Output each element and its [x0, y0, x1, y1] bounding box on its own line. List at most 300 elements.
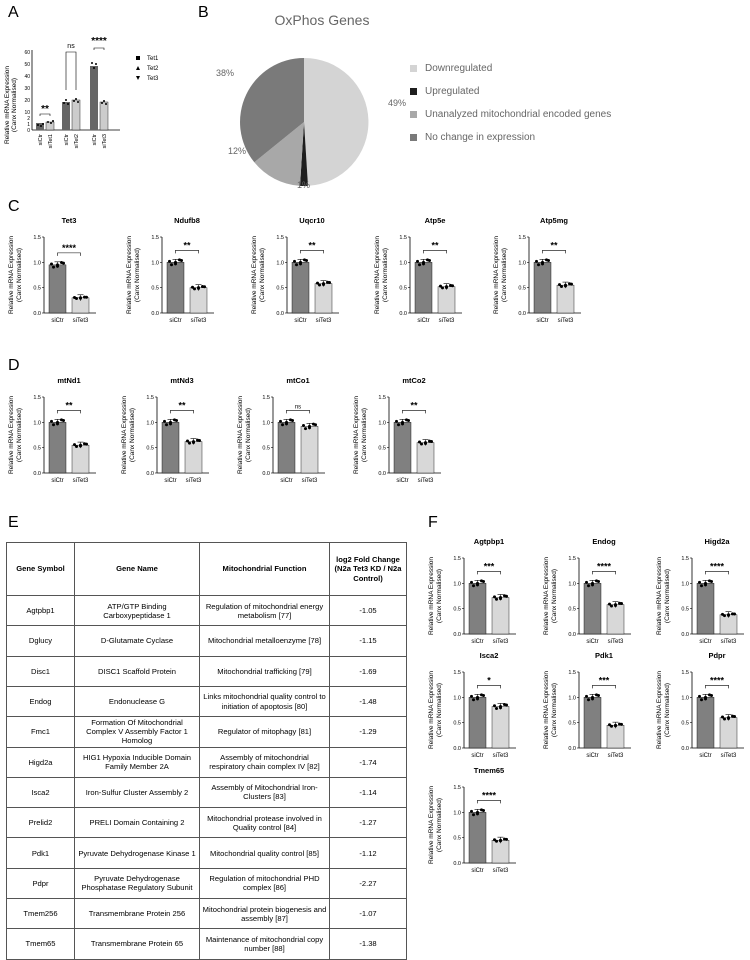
table-row [7, 808, 407, 838]
pie-legend-item: Unanalyzed mitochondrial encoded genes [410, 109, 611, 120]
table-cell: Assembly of Mitochondrial Iron-Clusters [83] [200, 777, 330, 807]
y-tick-label: 1.0 [568, 695, 576, 702]
y-tick-label: 0.5 [151, 285, 159, 292]
significance-label: **** [709, 675, 725, 686]
chart-title: Tet3 [61, 216, 77, 225]
y-tick-label: 1.5 [146, 395, 154, 401]
bar [49, 265, 66, 313]
y-tick-label: 0.0 [453, 746, 461, 752]
y-axis-label: (Canx Normalised) [664, 568, 671, 624]
y-axis-label: Relative mRNA Expression [543, 670, 550, 750]
table-cell: Regulator of mitophagy [81] [200, 717, 330, 747]
panel-a-xlabel: siTet1 [48, 134, 54, 149]
data-point [52, 266, 55, 269]
panel-a-bar [72, 100, 80, 130]
bar [190, 288, 207, 313]
y-tick-label: 1.0 [399, 260, 407, 267]
data-point [587, 698, 590, 701]
significance-bracket [176, 250, 199, 253]
x-tick-label: siCtr [51, 478, 64, 484]
y-tick-label: 0.5 [568, 720, 576, 727]
table-cell: Pdk1 [7, 838, 75, 868]
data-point [470, 581, 473, 584]
y-tick-label: 0.5 [378, 445, 386, 452]
y-tick-label: 1.0 [518, 260, 526, 267]
y-tick-label: 1.0 [453, 581, 461, 588]
significance-label: ** [183, 240, 191, 251]
x-tick-label: siCtr [699, 753, 712, 759]
significance-label: **** [709, 561, 725, 572]
table-cell: -1.15 [330, 626, 407, 656]
significance-label: *** [483, 561, 495, 572]
x-tick-label: siCtr [471, 868, 484, 874]
data-point [201, 285, 204, 288]
bar [607, 725, 624, 748]
data-point [698, 581, 701, 584]
data-point [312, 423, 315, 426]
panel-a-ylabel: Relative mRNA Expression [4, 65, 11, 145]
data-point [698, 695, 701, 698]
data-point [285, 421, 288, 424]
x-tick-label: siTet3 [607, 753, 624, 759]
pie-legend-item: No change in expression [410, 132, 535, 143]
y-tick-label: 0.5 [33, 285, 41, 292]
panel-a-ytick: 40 [24, 74, 30, 80]
data-point [731, 715, 734, 718]
data-point [192, 440, 195, 443]
table-cell: D-Glutamate Cyclase [75, 626, 200, 656]
x-tick-label: siCtr [586, 639, 599, 645]
table-cell: -1.12 [330, 838, 407, 868]
pie-label: 38% [216, 68, 235, 78]
significance-label: **** [481, 790, 497, 801]
panel-a-ytick: 20 [24, 98, 30, 104]
y-tick-label: 1.0 [262, 420, 270, 427]
table-cell: PRELI Domain Containing 2 [75, 808, 200, 838]
x-tick-label: siTet3 [185, 478, 202, 484]
significance-bracket [478, 800, 501, 803]
table-cell: Iron-Sulfur Cluster Assembly 2 [75, 777, 200, 807]
panel-a-xlabel: siCtr [38, 134, 44, 146]
data-point [503, 703, 506, 706]
data-point [169, 421, 172, 424]
x-tick-label: siTet3 [720, 753, 737, 759]
bar [584, 697, 601, 748]
panel-a-ytick: 0 [27, 128, 30, 134]
y-tick-label: 1.5 [33, 235, 41, 241]
panel-a-sig: ** [41, 104, 49, 115]
panel-a-xlabel: siCtr [64, 134, 70, 146]
y-axis-label: (Canx Normalised) [361, 407, 368, 463]
table-header: Gene Name [75, 543, 200, 596]
table-cell: Tmem256 [7, 899, 75, 929]
y-tick-label: 0.0 [681, 632, 689, 638]
y-axis-label: (Canx Normalised) [16, 247, 23, 303]
bar-chart-c-tet3 [0, 215, 110, 345]
panel-label-c: C [8, 198, 20, 215]
bar-chart-c-atp5e [366, 215, 476, 345]
chart-title: mtNd3 [170, 376, 194, 385]
gene-table [6, 542, 407, 960]
bar [185, 442, 202, 473]
pie-slice-downregulated [304, 58, 368, 186]
bar-chart-f-endog [535, 536, 645, 666]
bar [607, 605, 624, 634]
table-row [7, 929, 407, 959]
data-point [727, 716, 730, 719]
table-cell: -1.27 [330, 808, 407, 838]
bar-chart-f-pdk1 [535, 650, 645, 780]
data-point [178, 258, 181, 261]
pie-legend-item: Upregulated [410, 86, 479, 97]
y-axis-label: Relative mRNA Expression [126, 235, 133, 315]
data-point [60, 261, 63, 264]
table-cell: -1.48 [330, 686, 407, 716]
bar [492, 840, 509, 863]
data-point [537, 263, 540, 266]
data-point [472, 813, 475, 816]
data-point [470, 810, 473, 813]
significance-label: **** [596, 561, 612, 572]
x-tick-label: siTet3 [492, 753, 509, 759]
table-cell: -1.29 [330, 717, 407, 747]
y-tick-label: 0.5 [146, 445, 154, 452]
y-tick-label: 0.0 [399, 311, 407, 317]
data-point [79, 296, 82, 299]
data-point [395, 420, 398, 423]
data-point [295, 263, 298, 266]
chart-title: Ndufb8 [174, 216, 200, 225]
panel-label-e: E [8, 514, 19, 531]
data-point [449, 284, 452, 287]
data-point [610, 725, 613, 728]
chart-title: mtNd1 [57, 376, 81, 385]
y-tick-label: 1.0 [378, 420, 386, 427]
data-point [83, 296, 86, 299]
pie-label: 12% [228, 146, 247, 156]
chart-title: Pdpr [708, 651, 726, 660]
data-point [75, 297, 78, 300]
table-cell: -1.38 [330, 929, 407, 959]
y-axis-label: Relative mRNA Expression [543, 556, 550, 636]
panel-a-bar [90, 66, 98, 130]
bar [415, 262, 432, 313]
table-row [7, 899, 407, 929]
panel-a-bar [100, 102, 108, 130]
x-tick-label: siCtr [396, 478, 409, 484]
data-point [193, 287, 196, 290]
y-tick-label: 1.5 [453, 670, 461, 676]
panel-a-ytick: 10 [24, 110, 30, 116]
data-point [302, 424, 305, 427]
table-row [7, 838, 407, 868]
data-point [700, 698, 703, 701]
x-tick-label: siTet3 [417, 478, 434, 484]
y-tick-label: 1.5 [568, 670, 576, 676]
y-axis-label: Relative mRNA Expression [8, 395, 15, 475]
y-axis-label: Relative mRNA Expression [121, 395, 128, 475]
bar [697, 583, 714, 634]
data-point [495, 840, 498, 843]
chart-title: Agtpbp1 [473, 537, 505, 546]
data-point [397, 423, 400, 426]
bar [469, 583, 486, 634]
y-tick-label: 1.0 [681, 695, 689, 702]
data-point [470, 695, 473, 698]
chart-title: mtCo1 [286, 376, 310, 385]
y-axis-label: (Canx Normalised) [16, 407, 23, 463]
bar [394, 422, 411, 473]
table-cell: Endog [7, 686, 75, 716]
data-point [472, 584, 475, 587]
significance-bracket [58, 410, 81, 413]
table-row [7, 596, 407, 626]
chart-title: Tmem65 [473, 766, 505, 775]
data-point [50, 263, 53, 266]
data-point [480, 808, 483, 811]
y-tick-label: 1.5 [568, 556, 576, 562]
bar [720, 718, 737, 748]
panel-a-ylabel2: (Canx Normalised) [11, 77, 18, 133]
bar-chart-c-uqcr10 [243, 215, 353, 345]
bar [534, 262, 551, 313]
table-cell: Pyruvate Dehydrogenase Kinase 1 [75, 838, 200, 868]
data-point [476, 696, 479, 699]
data-point [472, 698, 475, 701]
data-point [541, 261, 544, 264]
data-point [585, 581, 588, 584]
data-point [499, 596, 502, 599]
y-tick-label: 0.0 [518, 311, 526, 317]
data-point [60, 418, 63, 421]
table-row [7, 656, 407, 686]
significance-bracket [706, 571, 729, 574]
y-tick-label: 0.0 [378, 471, 386, 477]
data-point [585, 695, 588, 698]
panel-a-ytick: 1 [27, 122, 30, 128]
bar-chart-c-ndufb8 [118, 215, 228, 345]
y-tick-label: 1.0 [151, 260, 159, 267]
x-tick-label: siTet3 [492, 639, 509, 645]
data-point [83, 442, 86, 445]
y-axis-label: Relative mRNA Expression [428, 785, 435, 865]
y-axis-label: Relative mRNA Expression [374, 235, 381, 315]
table-cell: Links mitochondrial quality control to initiation of apoptosis [80] [200, 686, 330, 716]
y-axis-label: Relative mRNA Expression [237, 395, 244, 475]
data-point [163, 420, 166, 423]
significance-bracket [593, 685, 616, 688]
y-axis-label: (Canx Normalised) [129, 407, 136, 463]
data-point [401, 421, 404, 424]
x-tick-label: siTet3 [301, 478, 318, 484]
significance-bracket [58, 253, 81, 256]
y-tick-label: 0.5 [568, 606, 576, 613]
y-tick-label: 0.0 [33, 311, 41, 317]
y-axis-label: Relative mRNA Expression [428, 670, 435, 750]
x-tick-label: siTet3 [315, 318, 332, 324]
y-tick-label: 1.5 [399, 235, 407, 241]
table-row [7, 717, 407, 747]
y-axis-label: Relative mRNA Expression [493, 235, 500, 315]
y-tick-label: 0.5 [33, 445, 41, 452]
y-tick-label: 0.5 [453, 606, 461, 613]
y-tick-label: 0.5 [681, 606, 689, 613]
bar-chart-f-higd2a [648, 536, 750, 666]
significance-label: ** [65, 400, 73, 411]
data-point [75, 445, 78, 448]
data-point [279, 420, 282, 423]
panel-a-sig: ns [67, 43, 75, 50]
table-cell: Mitochondrial metalloenzyme [78] [200, 626, 330, 656]
y-axis-label: Relative mRNA Expression [656, 670, 663, 750]
table-cell: Tmem65 [7, 929, 75, 959]
bar [697, 697, 714, 748]
bar-chart-f-tmem65 [420, 765, 530, 895]
significance-bracket [287, 410, 310, 413]
significance-label: * [487, 675, 491, 686]
y-tick-label: 0.0 [151, 311, 159, 317]
table-cell: Disc1 [7, 656, 75, 686]
table-cell: Mitochondrial trafficking [79] [200, 656, 330, 686]
bar-chart-d-mtco2 [345, 375, 455, 505]
data-point [723, 718, 726, 721]
x-tick-label: siCtr [417, 318, 430, 324]
y-tick-label: 1.0 [33, 260, 41, 267]
data-point [476, 582, 479, 585]
x-tick-label: siCtr [471, 639, 484, 645]
table-cell: HIG1 Hypoxia Inducible Domain Family Member 2A [75, 747, 200, 777]
x-tick-label: siCtr [169, 318, 182, 324]
data-point [480, 579, 483, 582]
data-point [416, 260, 419, 263]
data-point [564, 284, 567, 287]
table-cell: -1.07 [330, 899, 407, 929]
data-point [495, 707, 498, 710]
panel-a-xlabel: siCtr [92, 134, 98, 146]
data-point [303, 258, 306, 261]
data-point [293, 260, 296, 263]
y-axis-label: (Canx Normalised) [134, 247, 141, 303]
y-tick-label: 1.0 [146, 420, 154, 427]
y-tick-label: 0.5 [518, 285, 526, 292]
x-tick-label: siCtr [471, 753, 484, 759]
bar-chart-d-mtco1 [229, 375, 339, 505]
data-point [614, 603, 617, 606]
data-point [56, 421, 59, 424]
data-point [426, 258, 429, 261]
y-axis-label: (Canx Normalised) [436, 682, 443, 738]
y-tick-label: 1.5 [33, 395, 41, 401]
chart-title: Isca2 [479, 651, 499, 660]
y-tick-label: 1.5 [378, 395, 386, 401]
data-point [503, 838, 506, 841]
y-tick-label: 0.5 [262, 445, 270, 452]
data-point [165, 423, 168, 426]
data-point [618, 723, 621, 726]
bar [584, 583, 601, 634]
panel-label-b: B [198, 4, 209, 21]
data-point [587, 584, 590, 587]
table-row [7, 747, 407, 777]
table-header-row [7, 543, 407, 596]
bar-chart-c-atp5mg [485, 215, 595, 345]
pie-label: 1% [297, 180, 311, 190]
pie-title: OxPhos Genes [274, 12, 370, 28]
table-row [7, 626, 407, 656]
table-cell: -1.69 [330, 656, 407, 686]
y-axis-label: (Canx Normalised) [664, 682, 671, 738]
significance-label: *** [598, 675, 610, 686]
data-point [595, 579, 598, 582]
x-tick-label: siTet3 [72, 318, 89, 324]
y-tick-label: 1.0 [33, 420, 41, 427]
data-point [704, 582, 707, 585]
bar [315, 284, 332, 313]
y-tick-label: 0.5 [681, 720, 689, 727]
y-axis-label: Relative mRNA Expression [428, 556, 435, 636]
bar [417, 443, 434, 473]
chart-title: Pdk1 [595, 651, 613, 660]
table-cell: Endonuclease G [75, 686, 200, 716]
y-tick-label: 0.0 [262, 471, 270, 477]
data-point [618, 602, 621, 605]
data-point [614, 724, 617, 727]
data-point [168, 260, 171, 263]
table-cell: -2.27 [330, 868, 407, 898]
y-axis-label: (Canx Normalised) [382, 247, 389, 303]
data-point [545, 258, 548, 261]
table-cell: -1.14 [330, 777, 407, 807]
data-point [441, 286, 444, 289]
table-cell: Dglucy [7, 626, 75, 656]
data-point [308, 425, 311, 428]
table-header: Mitochondrial Function [200, 543, 330, 596]
significance-label: ** [308, 240, 316, 251]
x-tick-label: siTet3 [72, 478, 89, 484]
y-tick-label: 1.5 [262, 395, 270, 401]
x-tick-label: siTet3 [438, 318, 455, 324]
x-tick-label: siCtr [699, 639, 712, 645]
data-point [197, 286, 200, 289]
data-point [568, 282, 571, 285]
x-tick-label: siTet3 [720, 639, 737, 645]
data-point [591, 696, 594, 699]
y-tick-label: 0.0 [453, 632, 461, 638]
panel-label-d: D [8, 357, 20, 374]
bar [167, 262, 184, 313]
y-axis-label: (Canx Normalised) [259, 247, 266, 303]
y-tick-label: 1.5 [151, 235, 159, 241]
x-tick-label: siCtr [51, 318, 64, 324]
table-cell: Regulation of mitochondrial energy metabolism [77] [200, 596, 330, 626]
table-cell: Regulation of mitochondrial PHD complex [86] [200, 868, 330, 898]
bar [492, 706, 509, 748]
x-tick-label: siTet3 [492, 868, 509, 874]
y-axis-label: (Canx Normalised) [551, 568, 558, 624]
significance-label: ** [550, 240, 558, 251]
table-cell: Isca2 [7, 777, 75, 807]
table-cell: Formation Of Mitochondrial Complex V Assembly Factor 1 Homolog [75, 717, 200, 747]
chart-title: Atp5mg [540, 216, 568, 225]
x-tick-label: siCtr [294, 318, 307, 324]
x-tick-label: siCtr [586, 753, 599, 759]
significance-label: ** [178, 400, 186, 411]
panel-a-bar [62, 102, 70, 130]
y-axis-label: (Canx Normalised) [436, 797, 443, 853]
panel-a-xlabel: siTet2 [74, 134, 80, 149]
significance-bracket [478, 685, 501, 688]
y-tick-label: 0.0 [568, 632, 576, 638]
